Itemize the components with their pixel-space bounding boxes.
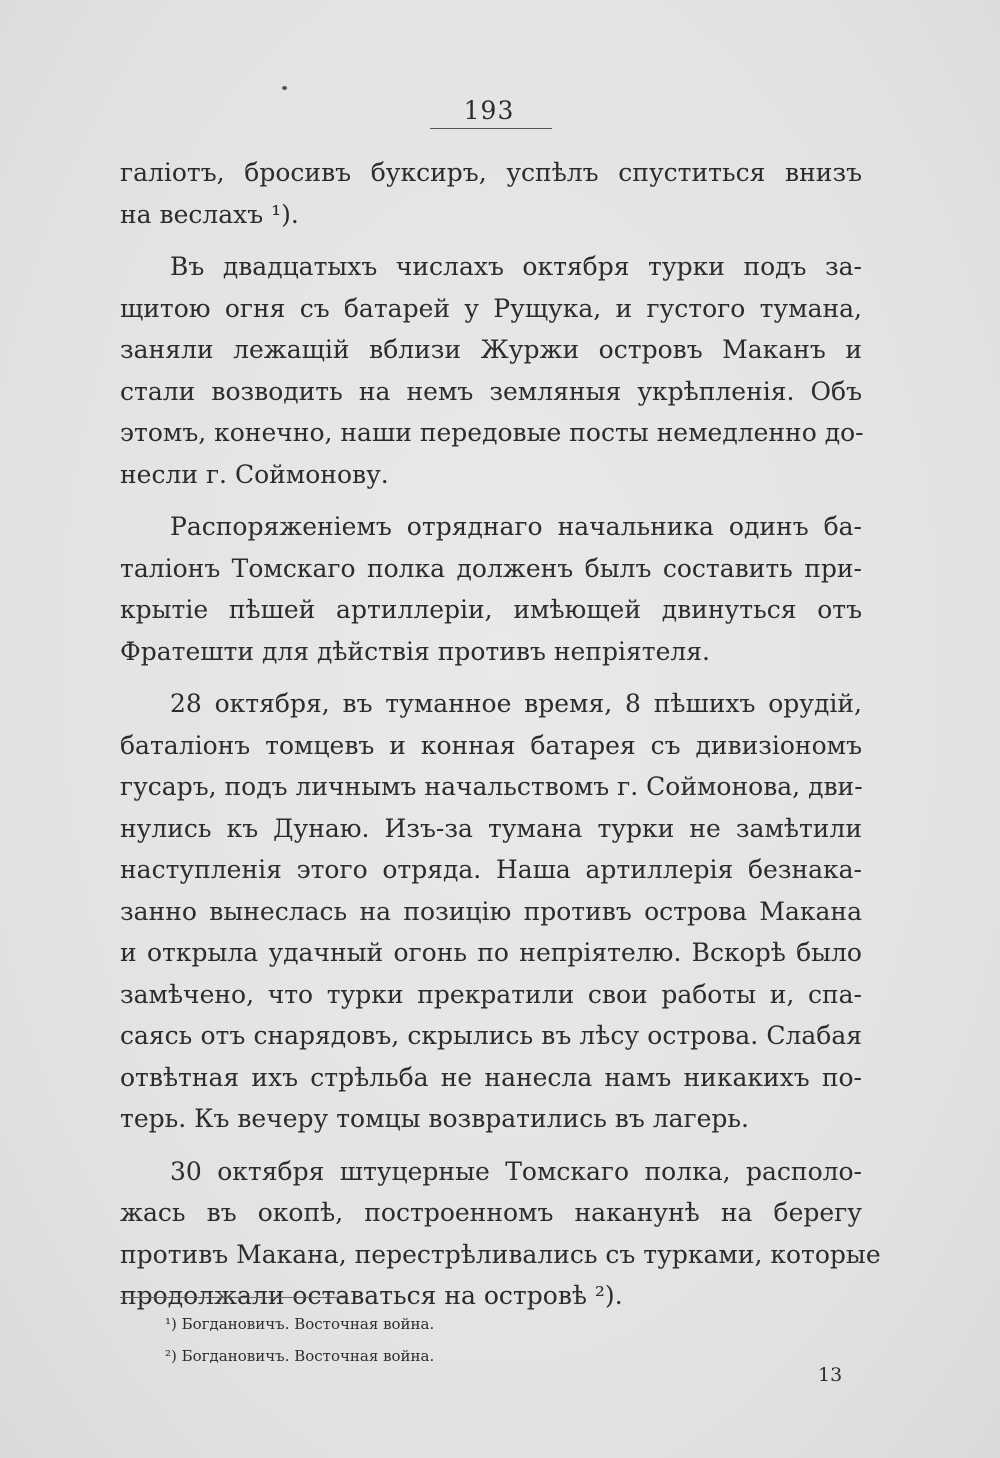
text-line: баталіонъ томцевъ и конная батарея съ дивизіономъ: [120, 730, 862, 760]
text-line: несли г. Соймонову.: [120, 459, 389, 489]
text-line: этомъ, конечно, наши передовые посты немедленно до-: [120, 418, 864, 447]
text-line: противъ Макана, перестрѣливались съ турками, которые: [120, 1239, 881, 1269]
text-line: Фратешти для дѣйствія противъ непріятеля.: [120, 636, 710, 666]
body-text: [120, 152, 881, 1317]
text-line: Въ двадцатыхъ числахъ октября турки подъ за-: [170, 252, 862, 281]
header-rule: [430, 128, 552, 129]
paragraph-gap: [120, 1140, 862, 1151]
text-line: на веслахъ ¹).: [120, 199, 299, 229]
paragraph: [120, 1151, 881, 1317]
paragraph-gap: [120, 235, 862, 246]
text-line: щитою огня съ батарей у Рущука, и густого тумана,: [120, 293, 862, 323]
text-line: замѣчено, что турки прекратили свои работы и, спа-: [120, 979, 862, 1009]
paragraph-gap: [120, 495, 862, 506]
text-line: таліонъ Томскаго полка долженъ былъ составить при-: [120, 553, 862, 583]
paragraph: [120, 506, 862, 672]
paragraph-gap: [120, 672, 862, 683]
text-line: галіотъ, бросивъ буксиръ, успѣлъ спуститься внизъ: [120, 158, 862, 187]
text-line: и открыла удачный огонь по непріятелю. Вскорѣ было: [120, 938, 862, 967]
text-line: жась въ окопѣ, построенномъ наканунѣ на берегу: [120, 1198, 862, 1227]
text-line: терь. Къ вечеру томцы возвратились въ лагерь.: [120, 1104, 749, 1133]
footnote-rule: [120, 1297, 345, 1298]
footnotes: [165, 1308, 434, 1372]
paragraph: [120, 246, 862, 495]
page-number: 193: [463, 96, 515, 125]
text-line: 28 октября, въ туманное время, 8 пѣшихъ орудій,: [170, 689, 862, 718]
text-line: наступленія этого отряда. Наша артиллерія безнака-: [120, 855, 862, 884]
footnote-1: ¹) Богдановичъ. Восточная война.: [165, 1315, 435, 1333]
text-line: заняли лежащій вблизи Журжи островъ Маканъ и: [120, 335, 862, 364]
text-line: отвѣтная ихъ стрѣльба не нанесла намъ никакихъ по-: [120, 1062, 862, 1092]
text-line: продолжали оставаться на островѣ ²).: [120, 1281, 623, 1310]
signature-mark: 13: [818, 1364, 843, 1386]
text-line: крытіе пѣшей артиллеріи, имѣющей двинуться отъ: [120, 595, 862, 624]
text-line: стали возводить на немъ земляныя укрѣпленія. Объ: [120, 376, 862, 406]
footnote-2: ²) Богдановичъ. Восточная война.: [165, 1347, 435, 1365]
text-line: гусаръ, подъ личнымъ начальствомъ г. Соймонова, дви-: [120, 772, 863, 801]
text-line: 30 октября штуцерные Томскаго полка, располо-: [170, 1156, 862, 1186]
text-line: нулись къ Дунаю. Изъ-за тумана турки не замѣтили: [120, 813, 862, 843]
ink-speck: [282, 86, 287, 90]
text-line: Распоряженіемъ отряднаго начальника одинъ ба-: [170, 512, 862, 541]
text-line: занно вынеслась на позицію противъ острова Макана: [120, 896, 862, 926]
paragraph: [120, 683, 862, 1140]
text-line: саясь отъ снарядовъ, скрылись въ лѣсу острова. Слабая: [120, 1021, 862, 1050]
paragraph: [120, 152, 862, 235]
